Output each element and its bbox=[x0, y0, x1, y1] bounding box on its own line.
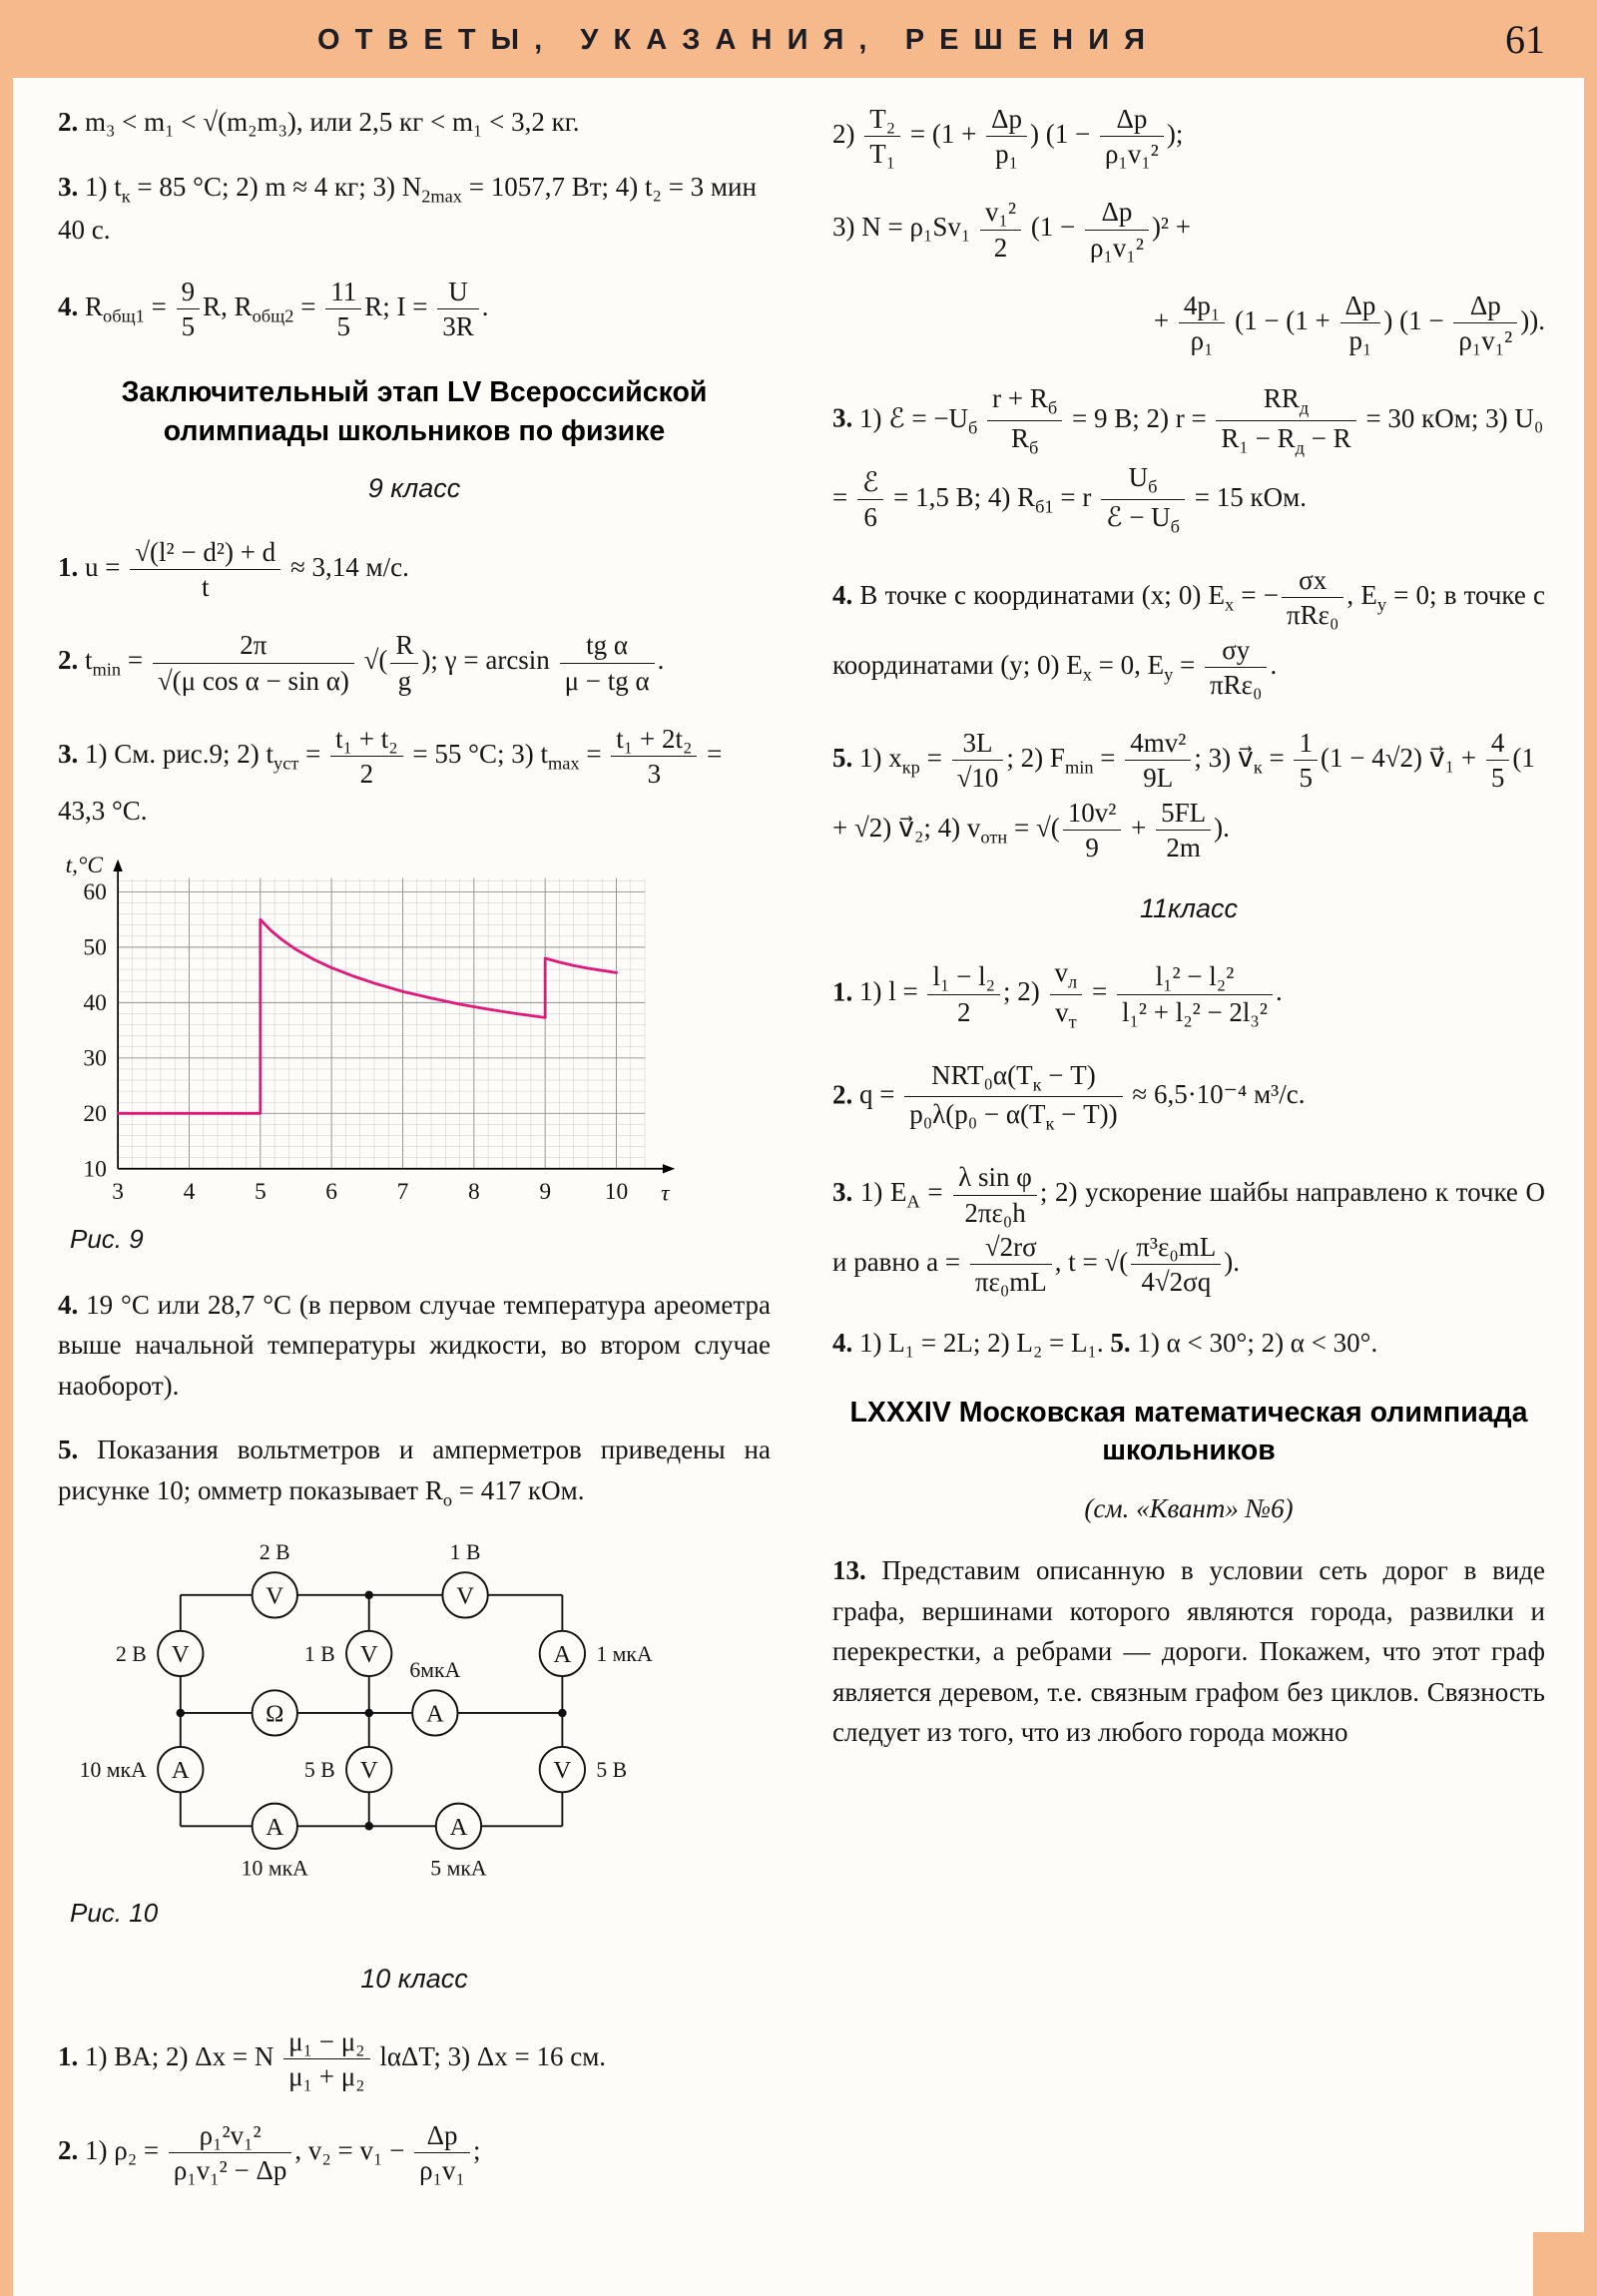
item-text: m₃ < m₁ < √(m₂m₃), или 2,5 кг < m₁ < 3,2 кг. bbox=[85, 107, 580, 137]
item-text: Показания вольтметров и амперметров приведены на рисунке 10; омметр показывает $R_о = 417$ кОм. bbox=[58, 1435, 771, 1510]
svg-text:5 В: 5 В bbox=[596, 1757, 628, 1782]
svg-text:A: A bbox=[171, 1756, 190, 1784]
svg-text:6мкА: 6мкА bbox=[409, 1657, 461, 1682]
answer-paragraph bbox=[832, 1058, 1545, 1137]
svg-text:A: A bbox=[553, 1640, 572, 1668]
item-text: 1) L₁ = 2L; 2) L₂ = L₁. 5. 1) α < 30°; 2) α < 30°. bbox=[859, 1328, 1378, 1359]
svg-text:30: 30 bbox=[83, 1045, 107, 1072]
svg-text:7: 7 bbox=[396, 1178, 409, 1205]
item-number: 3. bbox=[58, 171, 79, 202]
item-text: u = $\frac{\text{√(l² − d²) + d}}{t}$ ≈ 3,14 м/с. bbox=[85, 536, 409, 603]
item-number: 2. bbox=[58, 2134, 79, 2165]
item-text: 19 °С или 28,7 °С (в первом случае температура ареометра выше начальной температуры жидкости, во втором случае наоборот). bbox=[58, 1289, 771, 1401]
answer-paragraph bbox=[832, 288, 1545, 357]
page-header bbox=[0, 0, 1597, 78]
item-text: q = $\frac{NRT_0\alpha(T_к - T)}{p_0\lambda(p_0 - \alpha(T_к - T))}$ ≈ 6,5·10⁻⁴ м³/с. bbox=[859, 1059, 1306, 1134]
svg-text:3: 3 bbox=[112, 1178, 124, 1205]
figure-10-caption: Рис. 10 bbox=[70, 1897, 159, 1928]
svg-text:40: 40 bbox=[83, 989, 107, 1016]
svg-text:2 В: 2 В bbox=[259, 1539, 290, 1564]
answer-paragraph bbox=[832, 195, 1545, 264]
page-number: 61 bbox=[1505, 17, 1545, 62]
item-number: 4. bbox=[832, 1328, 853, 1359]
answer-paragraph bbox=[58, 535, 771, 604]
item-text: 1) ρ₂ = $\frac{\text{ρ₁²v₁²}}{\text{ρ₁v₁² − Δp}}$ , v₂ = v₁ − $\frac{\Delta p}{\text{ρ₁v₁}}$ ; bbox=[85, 2119, 481, 2185]
answer-paragraph bbox=[58, 275, 771, 343]
answer-paragraph bbox=[832, 1550, 1545, 1753]
svg-text:5: 5 bbox=[254, 1178, 266, 1205]
svg-text:V: V bbox=[359, 1756, 378, 1784]
svg-text:V: V bbox=[456, 1582, 474, 1610]
item-number: 5. bbox=[832, 743, 853, 774]
figure-9-caption: Рис. 9 bbox=[70, 1223, 144, 1254]
item-number: 13. bbox=[832, 1555, 866, 1586]
item-number: 1. bbox=[58, 2041, 79, 2072]
svg-text:A: A bbox=[425, 1700, 444, 1728]
svg-text:8: 8 bbox=[467, 1178, 480, 1205]
item-text: + $\frac{\text{4p₁}}{\text{ρ₁}}$ (1 − (1 + $\frac{\Delta p}{\text{p₁}}$ ) (1 − $\frac{\Delta p}{\text{ρ₁v₁²}}$ )). bbox=[1153, 289, 1545, 356]
svg-text:2 В: 2 В bbox=[116, 1641, 147, 1666]
item-number: 4. bbox=[58, 290, 79, 321]
figure-9 bbox=[58, 856, 771, 1259]
svg-text:10 мкА: 10 мкА bbox=[241, 1856, 308, 1881]
answer-paragraph bbox=[832, 102, 1545, 171]
svg-text:1 В: 1 В bbox=[303, 1641, 335, 1666]
svg-text:10: 10 bbox=[83, 1156, 107, 1183]
item-text: $R_{общ1}$ = $\frac{9}{5}$ R, $R_{общ2}$ = $\frac{11}{5}$ R; I = $\frac{U}{3R}$ . bbox=[85, 276, 489, 342]
temperature-vs-time-chart bbox=[58, 856, 677, 1212]
right-column bbox=[832, 102, 1545, 1777]
item-text: 1) ℰ = $-U_б$ $\frac{r + R_б}{R_б}$ = 9 В; 2) r = $\frac{RR_д}{R_1 - R_д - R}$ = 30 кОм; 3) U₀ = $\frac{\text{ℰ}}{6}$ = 1,5 В; 4) $R_{б1} = r$ $\frac{U_б}{ℰ - U_б}$ = 15 кОм. bbox=[832, 383, 1544, 537]
answer-paragraph bbox=[58, 1430, 771, 1513]
left-edge-strip bbox=[0, 0, 13, 2296]
svg-text:V: V bbox=[171, 1640, 190, 1668]
item-text: 1) $E_A$ = $\frac{\text{λ sin φ}}{\text{2πε₀h}}$ ; 2) ускорение шайбы направлено к точке O и равно a = $\frac{√2r\sigma}{\text{πε₀mL}}$ , t = √( $\frac{\text{π³ε₀mL}}{4√2\sigma q}$ ). bbox=[832, 1162, 1545, 1298]
answer-paragraph bbox=[832, 726, 1545, 864]
svg-text:V: V bbox=[266, 1582, 284, 1610]
svg-text:A: A bbox=[266, 1813, 284, 1841]
svg-text:A: A bbox=[449, 1813, 468, 1841]
item-number: 4. bbox=[58, 1289, 79, 1320]
meters-circuit-diagram bbox=[58, 1538, 671, 1886]
answer-paragraph bbox=[58, 2118, 771, 2187]
svg-text:t,°C: t,°C bbox=[65, 855, 104, 878]
svg-text:V: V bbox=[553, 1756, 572, 1784]
answer-paragraph bbox=[58, 2024, 771, 2093]
item-text: 1) $x_{кр}$ = $\frac{3L}{√10}$ ; 2) $F_{min}$ = $\frac{\text{4mv²}}{9L}$ ; 3) $v⃗_к$ = $\frac{1}{5}$ (1 − 4√2) v⃗₁ + $\frac{4}{5}$ (1 + √2) v⃗₂; 4) $v_{отн}$ = √( $\frac{\text{10v²}}{9}$ + $\frac{5FL}{2m}$ ). bbox=[832, 728, 1535, 862]
svg-text:9: 9 bbox=[539, 1178, 552, 1205]
svg-text:τ: τ bbox=[661, 1180, 670, 1207]
running-head: ОТВЕТЫ, УКАЗАНИЯ, РЕШЕНИЯ bbox=[316, 24, 1161, 56]
answer-paragraph bbox=[832, 955, 1545, 1034]
svg-text:Ω: Ω bbox=[266, 1700, 284, 1728]
item-number: 4. bbox=[832, 580, 853, 611]
item-number: 2. bbox=[832, 1079, 853, 1110]
svg-text:10 мкА: 10 мкА bbox=[79, 1757, 147, 1782]
figure-10 bbox=[58, 1538, 771, 1933]
item-number: 3. bbox=[58, 738, 79, 769]
item-text: 1) $t_к = 85$ °С; 2) m ≈ 4 кг; 3) $N_{2max} = 1057,7$ Вт; 4) t₂ = 3 мин 40 с. bbox=[58, 171, 757, 246]
math-olympiad-note: (см. «Квант» №6) bbox=[1084, 1492, 1294, 1523]
item-text: $t_{min}$ = $\frac{2\pi}{\text{√(μ cos α − sin α)}}$ √( $\frac{R}{g}$ ); γ = arcsin $\frac{\text{tg α}}{\text{μ − tg α}}$ . bbox=[85, 630, 665, 696]
item-text: Представим описанную в условии сеть дорог в виде графа, вершинами которого являются города, развилки и перекрестки, а ребрами — дороги. Покажем, что этот граф является деревом, т.е. связным графом без циклов. Связность следует из того, что из любого города можно bbox=[832, 1555, 1545, 1748]
left-column bbox=[58, 102, 771, 2211]
svg-text:1 В: 1 В bbox=[449, 1539, 481, 1564]
svg-text:5 мкА: 5 мкА bbox=[430, 1856, 487, 1881]
svg-text:4: 4 bbox=[183, 1178, 196, 1205]
answer-paragraph bbox=[58, 628, 771, 697]
answer-paragraph bbox=[58, 102, 771, 143]
svg-text:6: 6 bbox=[325, 1178, 338, 1205]
answer-paragraph bbox=[832, 381, 1545, 539]
item-text: 1) l = $\frac{\text{l₁ − l₂}}{2}$ ; 2) $\frac{v_л}{v_т}$ = $\frac{\text{l₁² − l₂²}}{\text{l₁² + l₂² − 2l₃²}}$ . bbox=[859, 956, 1283, 1031]
right-edge-strip bbox=[1584, 0, 1597, 2296]
svg-text:1 мкА: 1 мкА bbox=[596, 1641, 653, 1666]
answer-paragraph bbox=[58, 1285, 771, 1407]
svg-text:60: 60 bbox=[83, 878, 107, 905]
item-text: 1) BA; 2) Δx = N $\frac{\text{μ₁ − μ₂}}{\text{μ₁ + μ₂}}$ lαΔT; 3) Δx = 16 см. bbox=[85, 2026, 607, 2092]
svg-text:50: 50 bbox=[83, 934, 107, 961]
section-heading-math-olympiad: LXXXIV Московская математическая олимпиада школьников bbox=[849, 1396, 1528, 1467]
corner-block bbox=[1533, 2232, 1597, 2296]
svg-text:20: 20 bbox=[83, 1100, 107, 1127]
answer-paragraph bbox=[58, 167, 771, 251]
item-number: 2. bbox=[58, 645, 79, 676]
item-text: 1) См. рис.9; 2) $t_{уст}$ = $\frac{\text{t₁ + t₂}}{2}$ = 55 °С; 3) $t_{max}$ = $\frac{\text{t₁ + 2t₂}}{3}$ = 43,3 °С. bbox=[58, 723, 723, 827]
item-number: 1. bbox=[832, 976, 853, 1007]
item-number: 3. bbox=[832, 1177, 853, 1208]
svg-text:V: V bbox=[359, 1640, 378, 1668]
answer-paragraph bbox=[58, 722, 771, 832]
item-text: 2) $\frac{\text{T₂}}{\text{T₁}}$ = (1 + $\frac{\Delta p}{\text{p₁}}$ ) (1 − $\frac{\Delta p}{\text{ρ₁v₁²}}$ ); bbox=[832, 104, 1184, 170]
item-text: В точке с координатами (x; 0) $E_x$ = − $\frac{\sigma x}{\text{πRε₀}}$ , $E_y = 0$; в точке с координатами (y; 0) $E_x = 0$, $E_y$ = $\frac{\sigma y}{\text{πRε₀}}$ . bbox=[832, 565, 1545, 700]
answer-paragraph bbox=[832, 563, 1545, 702]
grade11-heading: 11класс bbox=[1139, 893, 1239, 924]
item-number: 5. bbox=[58, 1435, 79, 1465]
grade9-heading: 9 класс bbox=[367, 473, 461, 504]
item-text: 3) N = ρ₁Sv₁ $\frac{\text{v₁²}}{2}$ (1 − $\frac{\Delta p}{\text{ρ₁v₁²}}$ )² + bbox=[832, 197, 1192, 263]
item-number: 1. bbox=[58, 551, 79, 582]
section-heading-physics-olympiad: Заключительный этап LV Всероссийской олимпиады школьников по физике bbox=[121, 376, 708, 447]
grade10-heading: 10 класс bbox=[360, 1963, 468, 1994]
answer-paragraph bbox=[832, 1323, 1545, 1364]
svg-text:10: 10 bbox=[604, 1178, 629, 1205]
item-number: 3. bbox=[832, 403, 853, 434]
answer-paragraph bbox=[832, 1160, 1545, 1299]
svg-text:5 В: 5 В bbox=[303, 1757, 335, 1782]
item-number: 2. bbox=[58, 107, 79, 137]
